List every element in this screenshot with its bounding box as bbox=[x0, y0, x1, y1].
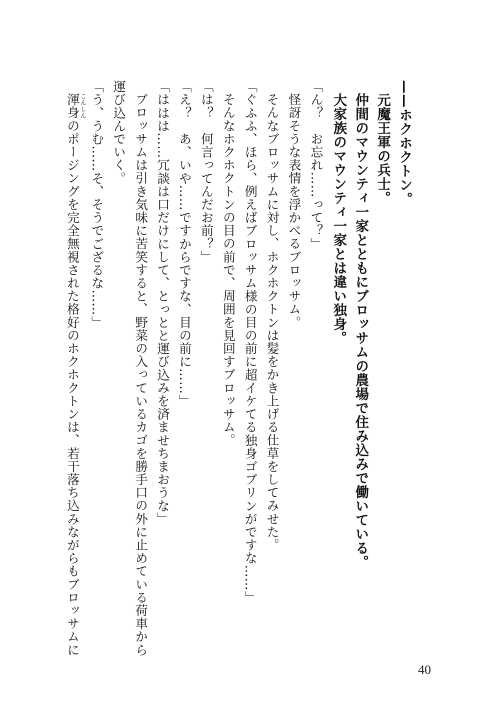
body-line: 怪訝そうな表情を浮かべるブロッサム。 bbox=[286, 93, 302, 329]
heading-line: 仲間のマウンティ一家とともにブロッサムの農場で住み込みで働いている。 bbox=[352, 93, 369, 569]
body-line: そんなブロッサムに対し、ホクホクトンは髪をかき上げる仕草をしてみせた。 bbox=[264, 93, 280, 552]
body-line: 運び込んでいく。 bbox=[111, 80, 127, 185]
body-line: 「え？ あ、いや……ですからですな、目の前に……」 bbox=[176, 80, 192, 408]
body-line: 「う、うむ……そ、そうでござるな……」 bbox=[89, 80, 105, 329]
heading-line: 元魔王軍の兵士。 bbox=[374, 93, 391, 205]
ruby-base: 渾身 bbox=[64, 93, 80, 120]
body-line: ブロッサムは引き気味に苦笑すると、野菜の入っているカゴを勝手口の外に止めている荷車から bbox=[133, 93, 149, 657]
body-line: 「ん？ お忘れ……って？」 bbox=[308, 80, 324, 251]
body-line-with-ruby bbox=[61, 93, 86, 657]
heading-line: ——ホクホクトン。 bbox=[396, 80, 412, 206]
vertical-text-block bbox=[61, 80, 414, 657]
body-line: 「ぐふふ、ほら、例えばブロッサム様の目の前に超イケてる独身ゴブリンがですな……」 bbox=[242, 80, 258, 604]
body-line-rest: のポージングを完全無視された格好のホクホクトンは、若干落ち込みながらもブロッサムに bbox=[64, 119, 80, 657]
heading-line: 大家族のマウンティ一家とは違い独身。 bbox=[330, 93, 347, 345]
body-line: そんなホクホクトンの目の前で、周囲を見回すブロッサム。 bbox=[220, 93, 236, 447]
body-line: 「は？ 何言ってんだお前？」 bbox=[198, 80, 214, 264]
ruby-reading: こんしん bbox=[78, 93, 86, 120]
ruby-word bbox=[64, 93, 86, 120]
page-number: 40 bbox=[418, 662, 431, 677]
body-line: 「ははは……冗談は口だけにして、とっとと運び込みを済ませちまおうな」 bbox=[155, 80, 171, 526]
